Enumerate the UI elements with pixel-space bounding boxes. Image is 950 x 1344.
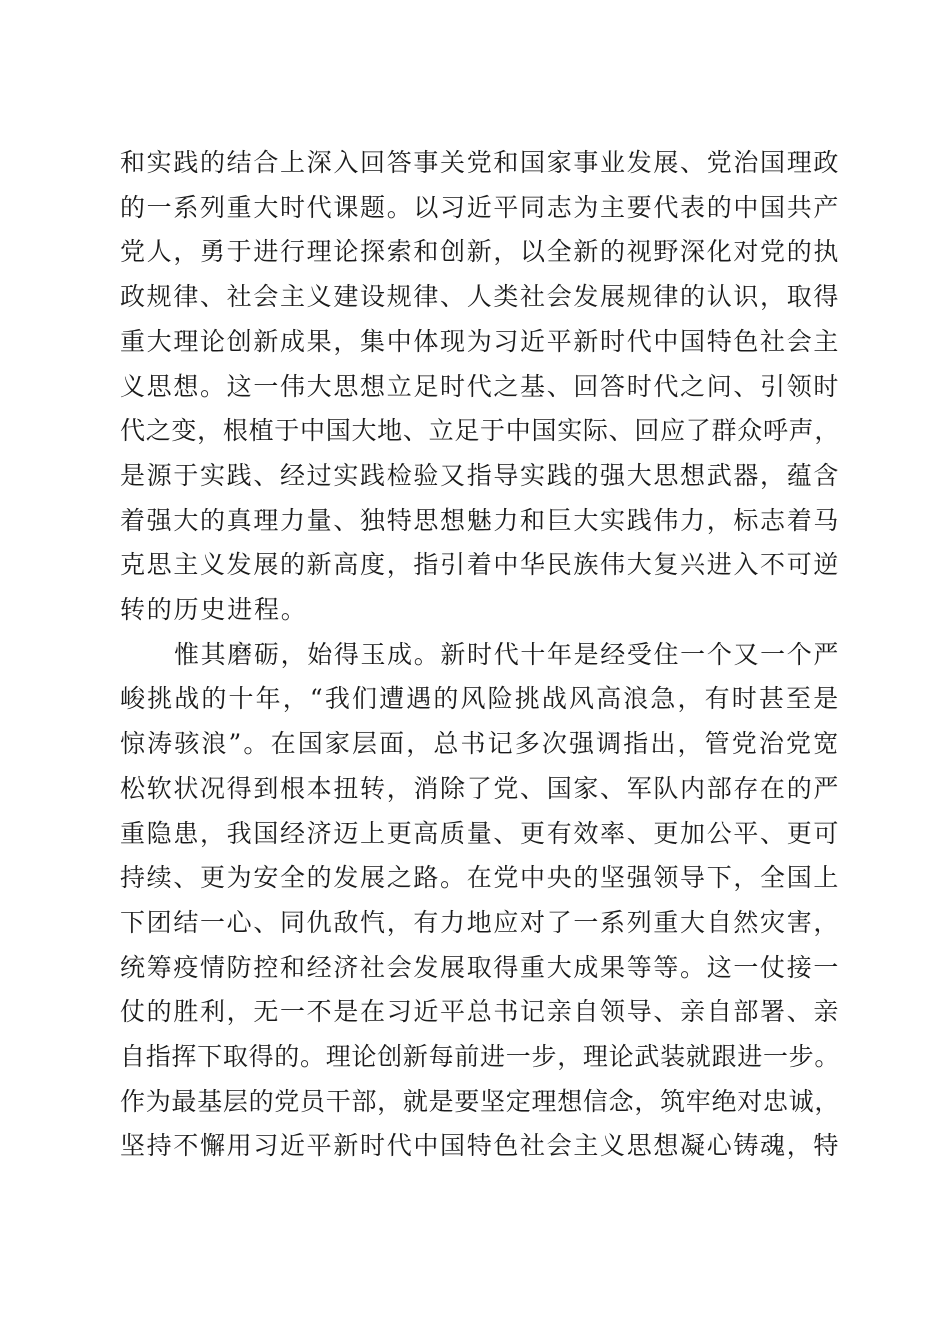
text-line: 着强大的真理力量、独特思想魅力和巨大实践伟力，标志着马 [120,505,840,535]
text-line: 和实践的结合上深入回答事关党和国家事业发展、党治国理政 [120,148,840,177]
paragraph-1 [120,141,840,633]
text-line: 自指挥下取得的。理论创新每前进一步，理论武装就跟进一步。 [120,1042,840,1072]
text-line: 统筹疫情防控和经济社会发展取得重大成果等等。这一仗接一 [120,952,840,982]
text-line: 的一系列重大时代课题。以习近平同志为主要代表的中国共产 [120,192,840,222]
text-line: 重大理论创新成果，集中体现为习近平新时代中国特色社会主 [120,326,840,356]
text-line: 峻挑战的十年，“我们遭遇的风险挑战风高浪急，有时甚至是 [120,684,840,714]
text-line: 转的历史进程。 [120,595,308,625]
text-line: 是源于实践、经过实践检验又指导实践的强大思想武器，蕴含 [120,460,840,490]
text-line: 克思主义发展的新高度，指引着中华民族伟大复兴进入不可逆 [120,550,840,580]
text-line: 持续、更为安全的发展之路。在党中央的坚强领导下，全国上 [120,863,840,893]
text-line: 惊涛骇浪”。在国家层面，总书记多次强调指出，管党治党宽 [120,729,840,759]
body-text [120,141,840,1169]
text-line: 政规律、社会主义建设规律、人类社会发展规律的认识，取得 [120,282,840,312]
text-line: 党人，勇于进行理论探索和创新，以全新的视野深化对党的执 [120,237,840,267]
text-line: 惟其磨砺，始得玉成。新时代十年是经受住一个又一个严 [174,639,840,669]
text-line: 作为最基层的党员干部，就是要坚定理想信念，筑牢绝对忠诚， [120,1086,840,1116]
text-line: 坚持不懈用习近平新时代中国特色社会主义思想凝心铸魂，特 [120,1131,840,1161]
paragraph-2 [120,633,840,1169]
text-line: 下团结一心、同仇敌忾，有力地应对了一系列重大自然灾害， [120,907,840,937]
text-line: 义思想。这一伟大思想立足时代之基、回答时代之问、引领时 [120,371,840,401]
text-line: 重隐患，我国经济迈上更高质量、更有效率、更加公平、更可 [120,818,840,848]
text-line: 松软状况得到根本扭转，消除了党、国家、军队内部存在的严 [120,773,840,803]
text-line: 代之变，根植于中国大地、立足于中国实际、回应了群众呼声， [120,416,840,446]
text-line: 仗的胜利，无一不是在习近平总书记亲自领导、亲自部署、亲 [120,997,840,1027]
